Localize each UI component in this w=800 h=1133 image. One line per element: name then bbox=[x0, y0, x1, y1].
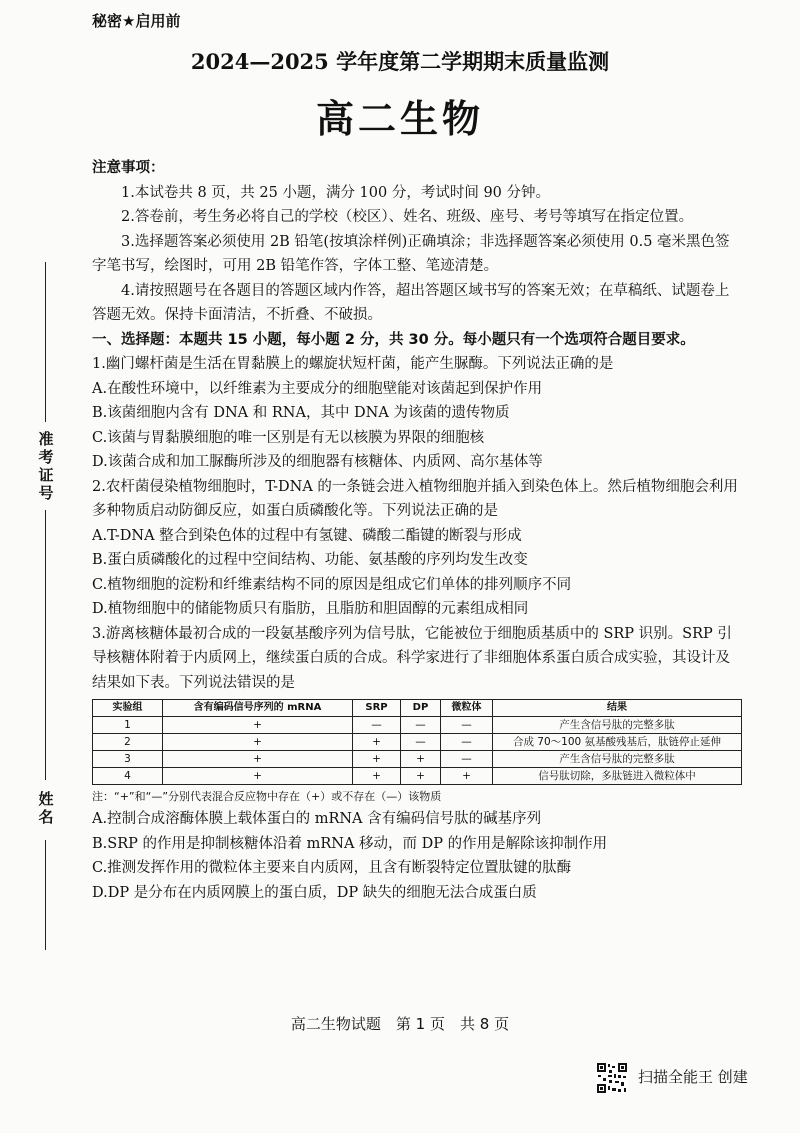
table-cell: — bbox=[401, 717, 441, 734]
table-cell: — bbox=[401, 734, 441, 751]
table-cell: 合成 70～100 氨基酸残基后，肽链停止延伸 bbox=[493, 734, 742, 751]
table-row bbox=[93, 751, 742, 768]
question-1-option-a: A.在酸性环境中，以纤维素为主要成分的细胞壁能对该菌起到保护作用 bbox=[92, 380, 543, 397]
header-mrna: 含有编码信号序列的 mRNA bbox=[163, 700, 353, 717]
table-cell: — bbox=[441, 717, 493, 734]
question-2-option-c: C.植物细胞的淀粉和纤维素结构不同的原因是组成它们单体的排列顺序不同 bbox=[92, 576, 572, 593]
margin-line-bottom bbox=[45, 840, 46, 950]
exam-id-label: 准考证号 bbox=[38, 430, 54, 502]
exam-body bbox=[92, 156, 742, 905]
margin-line-middle bbox=[45, 510, 46, 780]
table-cell: + bbox=[401, 768, 441, 785]
question-1-option-c: C.该菌与胃黏膜细胞的唯一区别是有无以核膜为界限的细胞核 bbox=[92, 429, 485, 446]
table-cell: + bbox=[353, 734, 401, 751]
header-result: 结果 bbox=[493, 700, 742, 717]
question-1-option-d: D.该菌合成和加工脲酶所涉及的细胞器有核糖体、内质网、高尔基体等 bbox=[92, 454, 543, 470]
question-3-option-a: A.控制合成溶酶体膜上载体蛋白的 mRNA 含有编码信号肽的碱基序列 bbox=[92, 811, 542, 827]
table-cell: 2 bbox=[93, 734, 163, 751]
table-cell: + bbox=[163, 768, 353, 785]
exam-title: 2024—2025 学年度第二学期期末质量监测 bbox=[190, 49, 610, 74]
subject-title: 高二生物 bbox=[315, 97, 484, 141]
table-note: 注：“+”和“—”分别代表混合反应物中存在（+）或不存在（—）该物质 bbox=[92, 790, 442, 803]
table-cell: + bbox=[353, 768, 401, 785]
table-cell: 3 bbox=[93, 751, 163, 768]
question-1-option-b: B.该菌细胞内含有 DNA 和 RNA，其中 DNA 为该菌的遗传物质 bbox=[92, 405, 510, 421]
table-row bbox=[93, 717, 742, 734]
table-cell: — bbox=[353, 717, 401, 734]
table-cell: 产生含信号肽的完整多肽 bbox=[493, 717, 742, 734]
question-3-stem: 3.游离核糖体最初合成的一段氨基酸序列为信号肽，它能被位于细胞质基质中的 SRP 识别。SRP 引导核糖体附着于内质网上，继续蛋白质的合成。科学家进行了非细胞体系蛋白质合成实验，其设计及结果如下表。下列说法错误的是 bbox=[92, 625, 732, 691]
table-cell: — bbox=[441, 751, 493, 768]
table-cell: + bbox=[353, 751, 401, 768]
question-2-stem: 2.农杆菌侵染植物细胞时，T-DNA 的一条链会进入植物细胞并插入到染色体上。然后植物细胞会利用多种物质启动防御反应，如蛋白质磷酸化等。下列说法正确的是 bbox=[92, 478, 738, 519]
question-2-option-d: D.植物细胞中的储能物质只有脂肪，且脂肪和胆固醇的元素组成相同 bbox=[92, 601, 529, 617]
question-3-option-b: B.SRP 的作用是抑制核糖体沿着 mRNA 移动，而 DP 的作用是解除该抑制作用 bbox=[92, 835, 608, 852]
table-cell: 4 bbox=[93, 768, 163, 785]
question-3-option-d: D.DP 是分布在内质网膜上的蛋白质，DP 缺失的细胞无法合成蛋白质 bbox=[92, 884, 537, 901]
note-item: 2.答卷前，考生务必将自己的学校（校区）、姓名、班级、座号、考号等填写在指定位置。 bbox=[121, 209, 694, 225]
table-cell: 信号肽切除，多肽链进入微粒体中 bbox=[493, 768, 742, 785]
header-srp: SRP bbox=[353, 700, 401, 717]
note-item: 1.本试卷共 8 页，共 25 小题，满分 100 分，考试时间 90 分钟。 bbox=[121, 184, 551, 201]
margin-line-top bbox=[45, 262, 46, 422]
table-cell: + bbox=[401, 751, 441, 768]
note-item: 3.选择题答案必须使用 2B 铅笔(按填涂样例)正确填涂；非选择题答案必须使用 0.5 毫米黑色签字笔书写，绘图时，可用 2B 铅笔作答，字体工整、笔迹清楚。 bbox=[92, 233, 730, 274]
section-heading: 一、选择题：本题共 15 小题，每小题 2 分，共 30 分。每小题只有一个选项符合题目要求。 bbox=[92, 331, 695, 348]
notes-heading: 注意事项： bbox=[92, 160, 165, 176]
table-cell: 1 bbox=[93, 717, 163, 734]
header-microsome: 微粒体 bbox=[441, 700, 493, 717]
table-row bbox=[93, 734, 742, 751]
table-cell: 产生含信号肽的完整多肽 bbox=[493, 751, 742, 768]
question-2-option-a: A.T-DNA 整合到染色体的过程中有氢键、磷酸二酯键的断裂与形成 bbox=[92, 527, 522, 544]
table-cell: + bbox=[441, 768, 493, 785]
qr-code-icon bbox=[596, 1062, 628, 1094]
header-dp: DP bbox=[401, 700, 441, 717]
confidential-mark: 秘密★启用前 bbox=[92, 12, 181, 30]
table-cell: + bbox=[163, 717, 353, 734]
table-header-row bbox=[93, 700, 742, 717]
page-footer: 高二生物试题 第 1 页 共 8 页 bbox=[290, 1015, 510, 1033]
name-label: 姓名 bbox=[38, 790, 54, 826]
scanner-watermark: 扫描全能王 创建 bbox=[638, 1068, 748, 1086]
table-cell: — bbox=[441, 734, 493, 751]
table-cell: + bbox=[163, 751, 353, 768]
header-group: 实验组 bbox=[93, 700, 163, 717]
question-3-option-c: C.推测发挥作用的微粒体主要来自内质网，且含有断裂特定位置肽键的肽酶 bbox=[92, 860, 572, 876]
experiment-table bbox=[92, 699, 742, 785]
question-1-stem: 1.幽门螺杆菌是生活在胃黏膜上的螺旋状短杆菌，能产生脲酶。下列说法正确的是 bbox=[92, 356, 614, 372]
question-2-option-b: B.蛋白质磷酸化的过程中空间结构、功能、氨基酸的序列均发生改变 bbox=[92, 552, 528, 568]
table-cell: + bbox=[163, 734, 353, 751]
note-item: 4.请按照题号在各题目的答题区域内作答，超出答题区域书写的答案无效；在草稿纸、试题卷上答题无效。保持卡面清洁，不折叠、不破损。 bbox=[92, 282, 730, 323]
table-row bbox=[93, 768, 742, 785]
